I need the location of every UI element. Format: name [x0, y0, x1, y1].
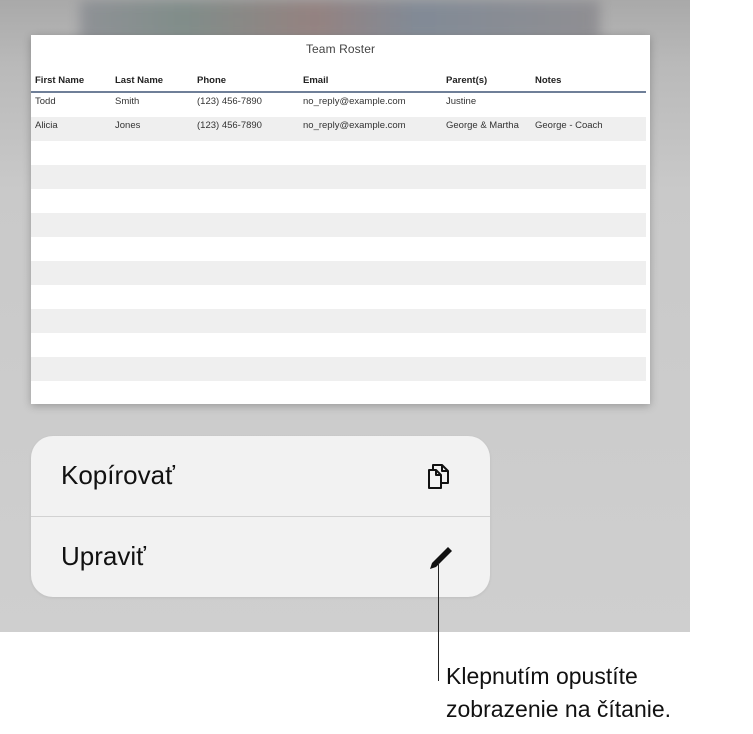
callout-leader-line — [438, 563, 439, 681]
table-cell — [193, 213, 299, 237]
table-cell — [111, 261, 193, 285]
column-header: Email — [299, 71, 442, 92]
table-row — [31, 165, 646, 189]
table-cell — [442, 165, 531, 189]
table-cell — [111, 213, 193, 237]
table-cell — [442, 261, 531, 285]
table-row — [31, 333, 646, 357]
table-cell — [31, 213, 111, 237]
edit-menu-item[interactable] — [31, 517, 490, 597]
column-header: First Name — [31, 71, 111, 92]
callout-line-2: zobrazenie na čítanie. — [446, 696, 672, 722]
table-header-row — [31, 71, 646, 92]
table-cell — [31, 285, 111, 309]
table-cell — [31, 333, 111, 357]
table-cell — [531, 357, 646, 381]
table-cell: no_reply@example.com — [299, 117, 442, 141]
table-cell — [299, 261, 442, 285]
table-cell — [111, 189, 193, 213]
table-cell — [111, 141, 193, 165]
table-cell — [442, 285, 531, 309]
column-header: Parent(s) — [442, 71, 531, 92]
table-row — [31, 357, 646, 381]
copy-menu-item[interactable] — [31, 436, 490, 516]
table-cell — [193, 333, 299, 357]
table-row — [31, 189, 646, 213]
table-cell: (123) 456-7890 — [197, 96, 262, 107]
table-cell — [299, 165, 442, 189]
table-cell — [299, 309, 442, 333]
table-cell — [193, 165, 299, 189]
roster-table — [31, 71, 646, 381]
table-row — [31, 261, 646, 285]
table-row — [31, 92, 646, 117]
table-row — [31, 141, 646, 165]
table-cell — [442, 213, 531, 237]
table-cell — [531, 309, 646, 333]
table-cell — [442, 141, 531, 165]
table-cell — [193, 189, 299, 213]
table-cell — [31, 141, 111, 165]
table-cell — [111, 237, 193, 261]
table-cell — [442, 309, 531, 333]
table-cell — [31, 357, 111, 381]
table-cell — [531, 213, 646, 237]
table-cell — [531, 189, 646, 213]
table-cell — [193, 141, 299, 165]
table-cell: Justine — [446, 96, 477, 107]
table-cell — [111, 333, 193, 357]
table-cell — [111, 285, 193, 309]
pencil-icon — [420, 537, 460, 577]
sheet-title: Team Roster — [305, 42, 376, 56]
table-cell — [531, 333, 646, 357]
table-cell — [111, 165, 193, 189]
copy-icon — [420, 456, 460, 496]
column-header: Last Name — [111, 71, 193, 92]
table-cell — [531, 285, 646, 309]
table-cell: George - Coach — [531, 117, 646, 141]
table-row — [31, 309, 646, 333]
column-header: Phone — [193, 71, 299, 92]
table-cell: Jones — [111, 117, 193, 141]
table-cell: Todd — [35, 96, 56, 107]
table-row — [31, 285, 646, 309]
table-cell — [299, 357, 442, 381]
callout-line-1: Klepnutím opustíte — [446, 663, 638, 689]
table-cell: Alicia — [31, 117, 111, 141]
table-cell — [531, 237, 646, 261]
table-cell — [442, 237, 531, 261]
table-cell: George & Martha — [442, 117, 531, 141]
table-cell — [111, 357, 193, 381]
table-cell — [299, 189, 442, 213]
table-cell — [299, 213, 442, 237]
copy-label: Kopírovať — [61, 460, 175, 490]
table-cell — [193, 285, 299, 309]
edit-label: Upraviť — [61, 541, 146, 571]
spreadsheet-preview — [31, 35, 650, 404]
table-cell — [193, 237, 299, 261]
table-cell: Smith — [115, 96, 140, 107]
table-cell — [531, 165, 646, 189]
table-cell — [299, 285, 442, 309]
callout-annotation — [446, 660, 671, 726]
table-row — [31, 237, 646, 261]
table-cell — [31, 237, 111, 261]
table-cell — [531, 141, 646, 165]
table-cell — [31, 189, 111, 213]
table-cell — [193, 261, 299, 285]
context-menu — [31, 436, 490, 597]
table-cell — [193, 357, 299, 381]
table-cell — [531, 261, 646, 285]
table-cell — [531, 92, 646, 117]
table-cell — [31, 261, 111, 285]
table-cell — [31, 165, 111, 189]
table-cell — [193, 309, 299, 333]
table-cell — [111, 309, 193, 333]
blurred-background — [80, 0, 600, 40]
table-cell — [299, 141, 442, 165]
table-cell — [31, 309, 111, 333]
table-cell — [442, 357, 531, 381]
table-row — [31, 117, 646, 141]
table-cell — [442, 333, 531, 357]
table-cell — [299, 333, 442, 357]
table-row — [31, 213, 646, 237]
table-cell: no_reply@example.com — [303, 96, 406, 107]
table-cell — [299, 237, 442, 261]
table-cell: (123) 456-7890 — [193, 117, 299, 141]
table-cell — [442, 189, 531, 213]
column-header: Notes — [531, 71, 646, 92]
